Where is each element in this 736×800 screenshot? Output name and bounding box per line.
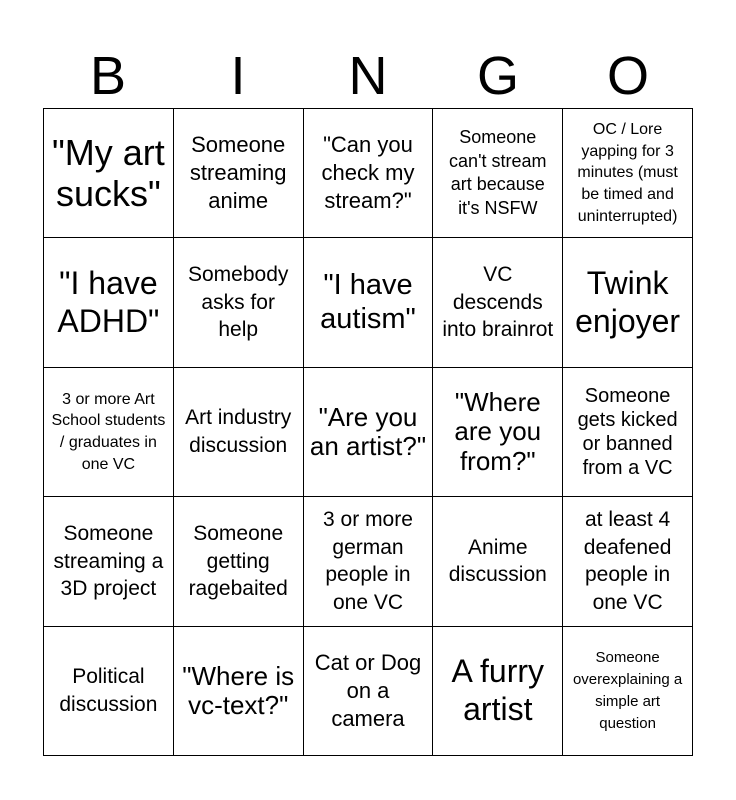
bingo-cell[interactable]: Art industry discussion: [174, 368, 304, 497]
bingo-cell[interactable]: "I have ADHD": [44, 238, 174, 367]
bingo-cell[interactable]: "I have autism": [304, 238, 434, 367]
header-letter-n: N: [348, 46, 388, 106]
bingo-cell[interactable]: "My art sucks": [44, 109, 174, 238]
bingo-cell[interactable]: "Are you an artist?": [304, 368, 434, 497]
bingo-cell[interactable]: Somebody asks for help: [174, 238, 304, 367]
bingo-cell[interactable]: Someone streaming a 3D project: [44, 497, 174, 626]
header-letter-o: O: [606, 46, 649, 106]
bingo-cell[interactable]: 3 or more Art School students / graduates in one VC: [44, 368, 174, 497]
bingo-board: [43, 108, 693, 756]
bingo-cell[interactable]: at least 4 deafened people in one VC: [563, 497, 693, 626]
bingo-cell[interactable]: Someone overexplaining a simple art question: [563, 627, 693, 756]
bingo-cell[interactable]: A furry artist: [433, 627, 563, 756]
bingo-cell[interactable]: OC / Lore yapping for 3 minutes (must be timed and uninterrupted): [563, 109, 693, 238]
bingo-cell[interactable]: Someone gets kicked or banned from a VC: [563, 368, 693, 497]
header-letter-b: B: [89, 46, 127, 106]
bingo-cell[interactable]: Someone getting ragebaited: [174, 497, 304, 626]
header-letter-i: I: [230, 46, 246, 106]
bingo-cell[interactable]: Political discussion: [44, 627, 174, 756]
bingo-header: [43, 48, 693, 104]
bingo-cell[interactable]: Twink enjoyer: [563, 238, 693, 367]
bingo-cell[interactable]: 3 or more german people in one VC: [304, 497, 434, 626]
bingo-cell[interactable]: "Can you check my stream?": [304, 109, 434, 238]
bingo-cell[interactable]: VC descends into brainrot: [433, 238, 563, 367]
bingo-cell[interactable]: Someone can't stream art because it's NSFW: [433, 109, 563, 238]
bingo-cell[interactable]: Someone streaming anime: [174, 109, 304, 238]
header-letter-g: G: [476, 46, 519, 106]
bingo-cell[interactable]: "Where are you from?": [433, 368, 563, 497]
bingo-cell[interactable]: Anime discussion: [433, 497, 563, 626]
bingo-cell[interactable]: "Where is vc-text?": [174, 627, 304, 756]
bingo-cell[interactable]: Cat or Dog on a camera: [304, 627, 434, 756]
